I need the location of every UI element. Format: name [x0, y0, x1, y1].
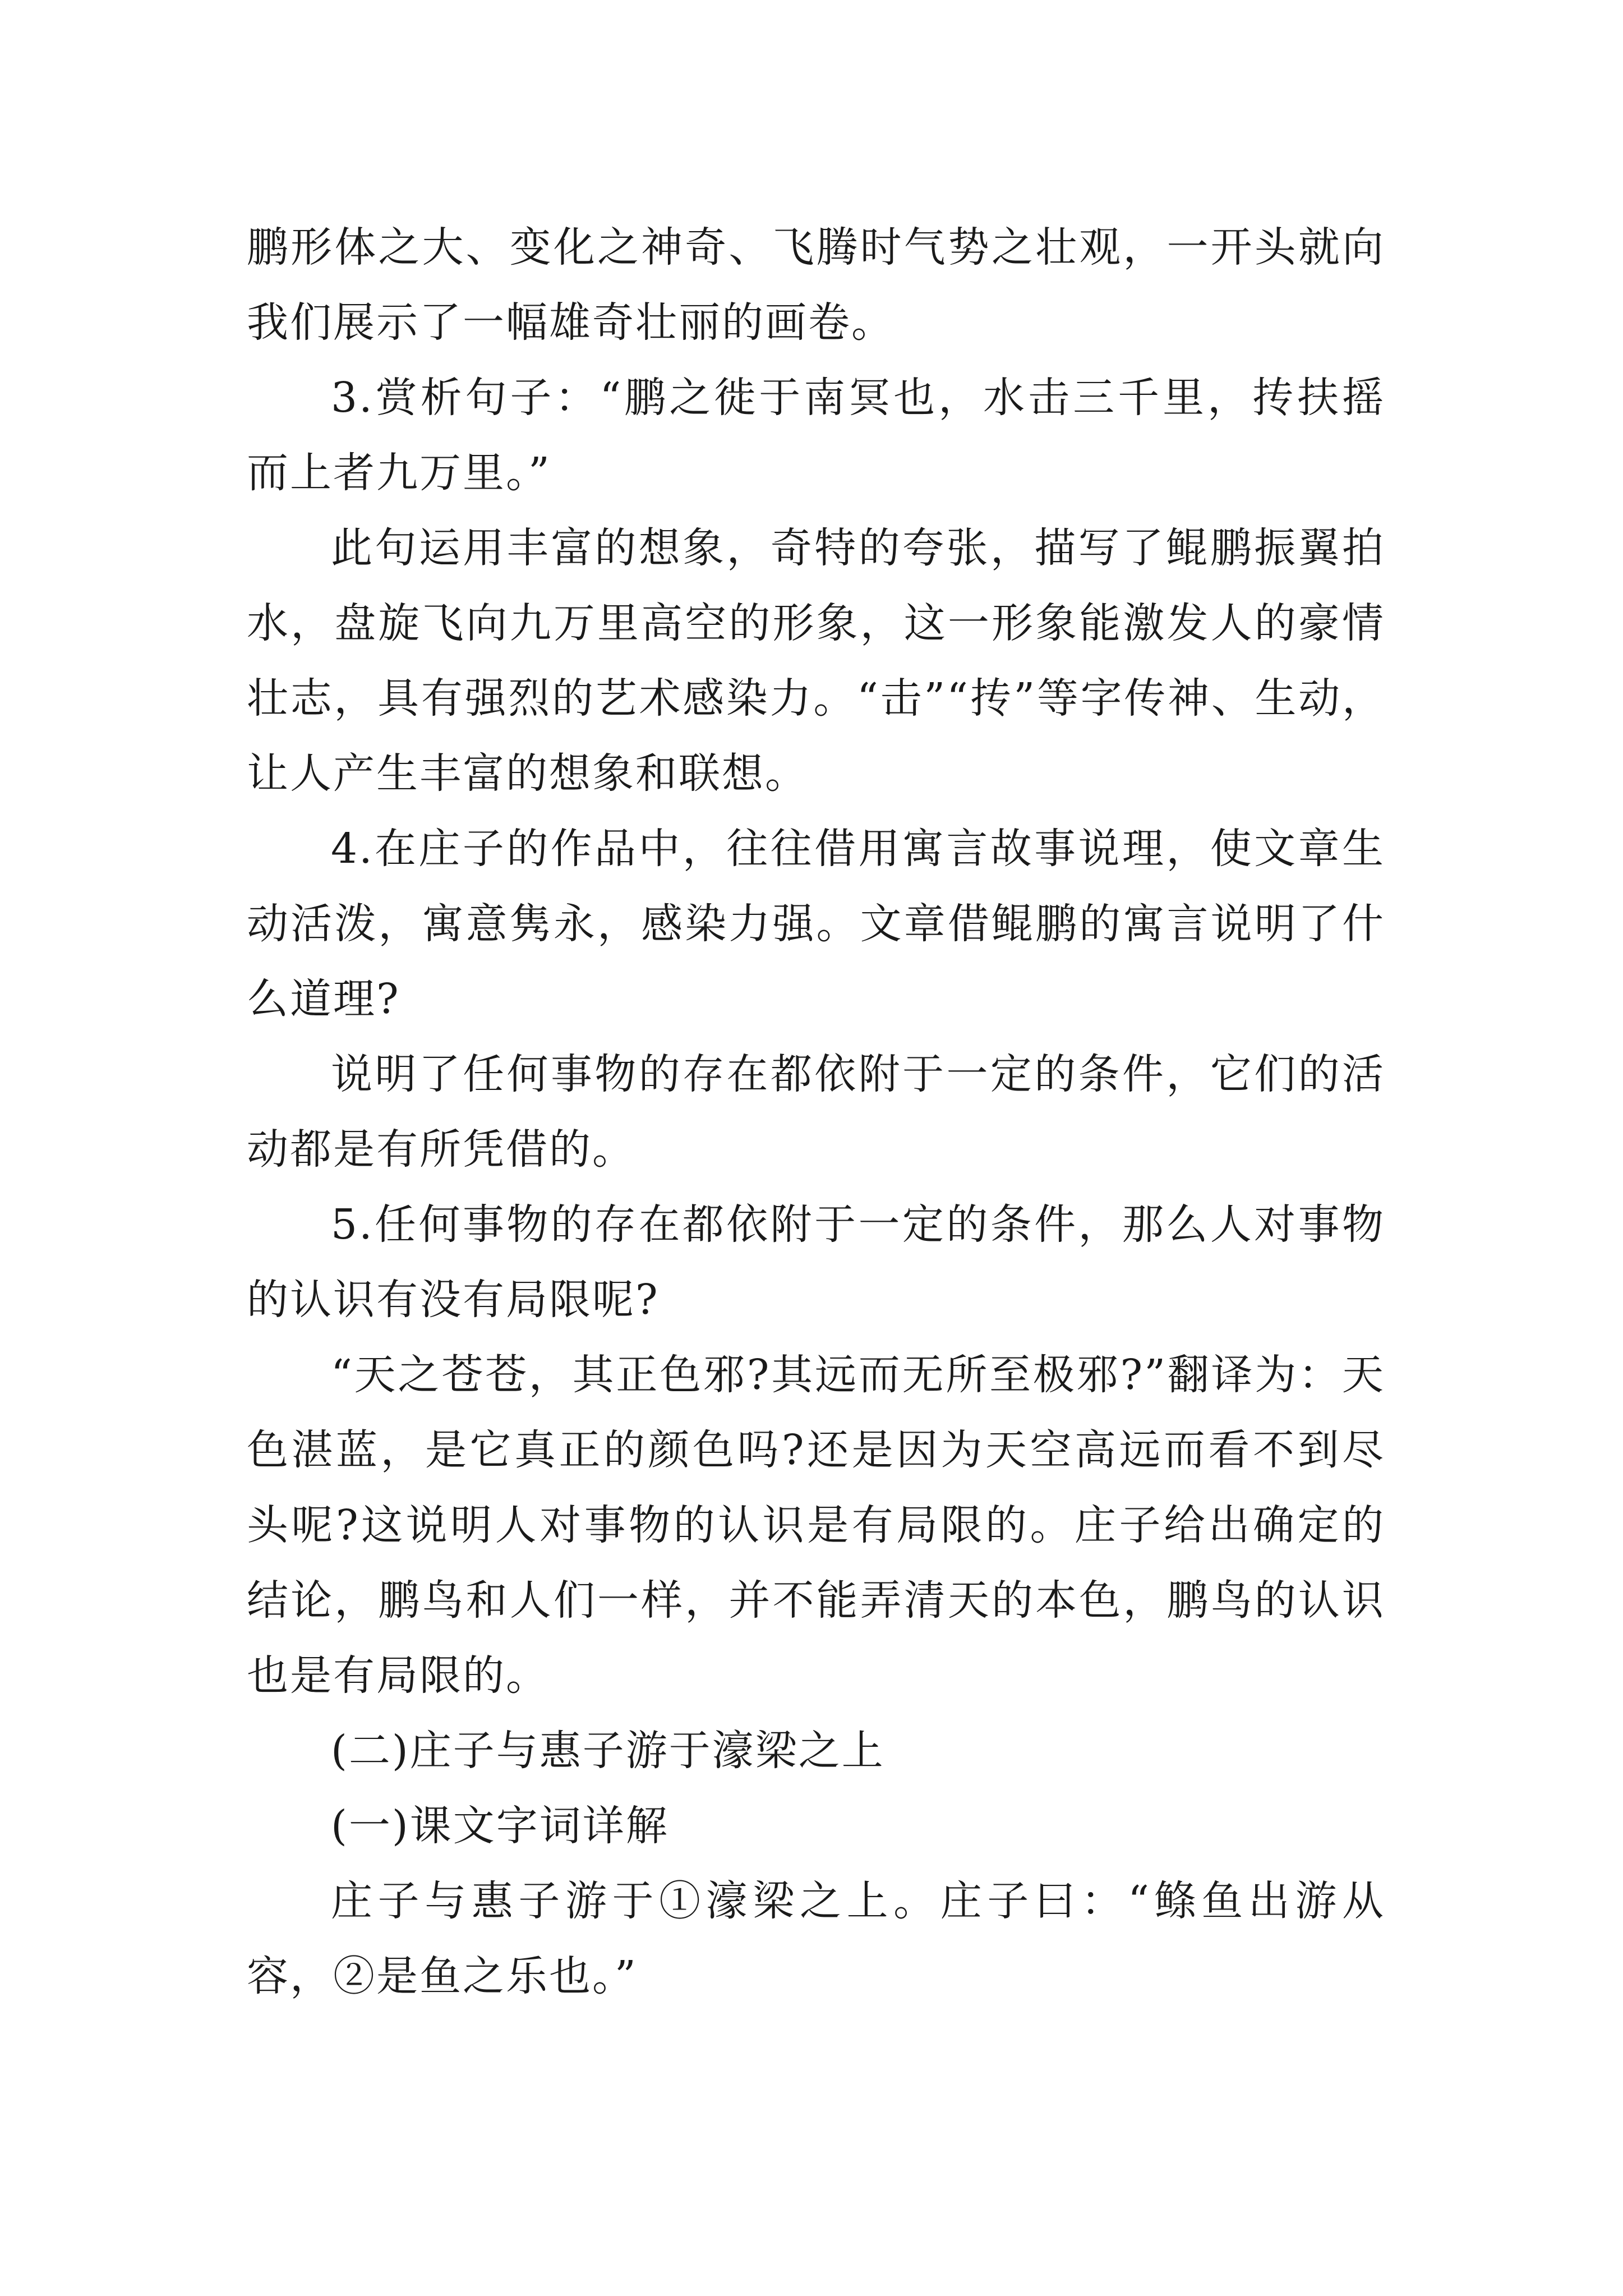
paragraph-continuation: 鹏形体之大、变化之神奇、飞腾时气势之壮观，一开头就向我们展示了一幅雄奇壮丽的画卷。 — [247, 223, 1385, 347]
answer-3: 此句运用丰富的想象，奇特的夸张，描写了鲲鹏振翼拍水，盘旋飞向九万里高空的形象，这一形象能激发人的豪情壮志，具有强烈的艺术感染力。“击”“抟”等字传神、生动，让人产生丰富的想象和联想。 — [247, 524, 1385, 798]
answer-5: “天之苍苍，其正色邪?其远而无所至极邪?”翻译为：天色湛蓝，是它真正的颜色吗?还是因为天空高远而看不到尽头呢?这说明人对事物的认识是有局限的。庄子给出确定的结论，鹏鸟和人们一样，并不能弄清天的本色，鹏鸟的认识也是有局限的。 — [247, 1351, 1385, 1700]
document-body — [247, 210, 1385, 2014]
question-3: 3.赏析句子：“鹏之徙于南冥也，水击三千里，抟扶摇而上者九万里。” — [247, 374, 1385, 497]
section-heading-2: (二)庄子与惠子游于濠梁之上 — [331, 1727, 885, 1775]
question-4: 4.在庄子的作品中，往往借用寓言故事说理，使文章生动活泼，寓意隽永，感染力强。文章借鲲鹏的寓言说明了什么道理? — [247, 825, 1385, 1023]
answer-4: 说明了任何事物的存在都依附于一定的条件，它们的活动都是有所凭借的。 — [247, 1050, 1385, 1174]
subsection-heading-1: (一)课文字词详解 — [331, 1802, 669, 1850]
question-5: 5.任何事物的存在都依附于一定的条件，那么人对事物的认识有没有局限呢? — [247, 1200, 1385, 1324]
text-passage: 庄子与惠子游于①濠梁之上。庄子曰：“鲦鱼出游从容，②是鱼之乐也。” — [247, 1877, 1385, 2000]
